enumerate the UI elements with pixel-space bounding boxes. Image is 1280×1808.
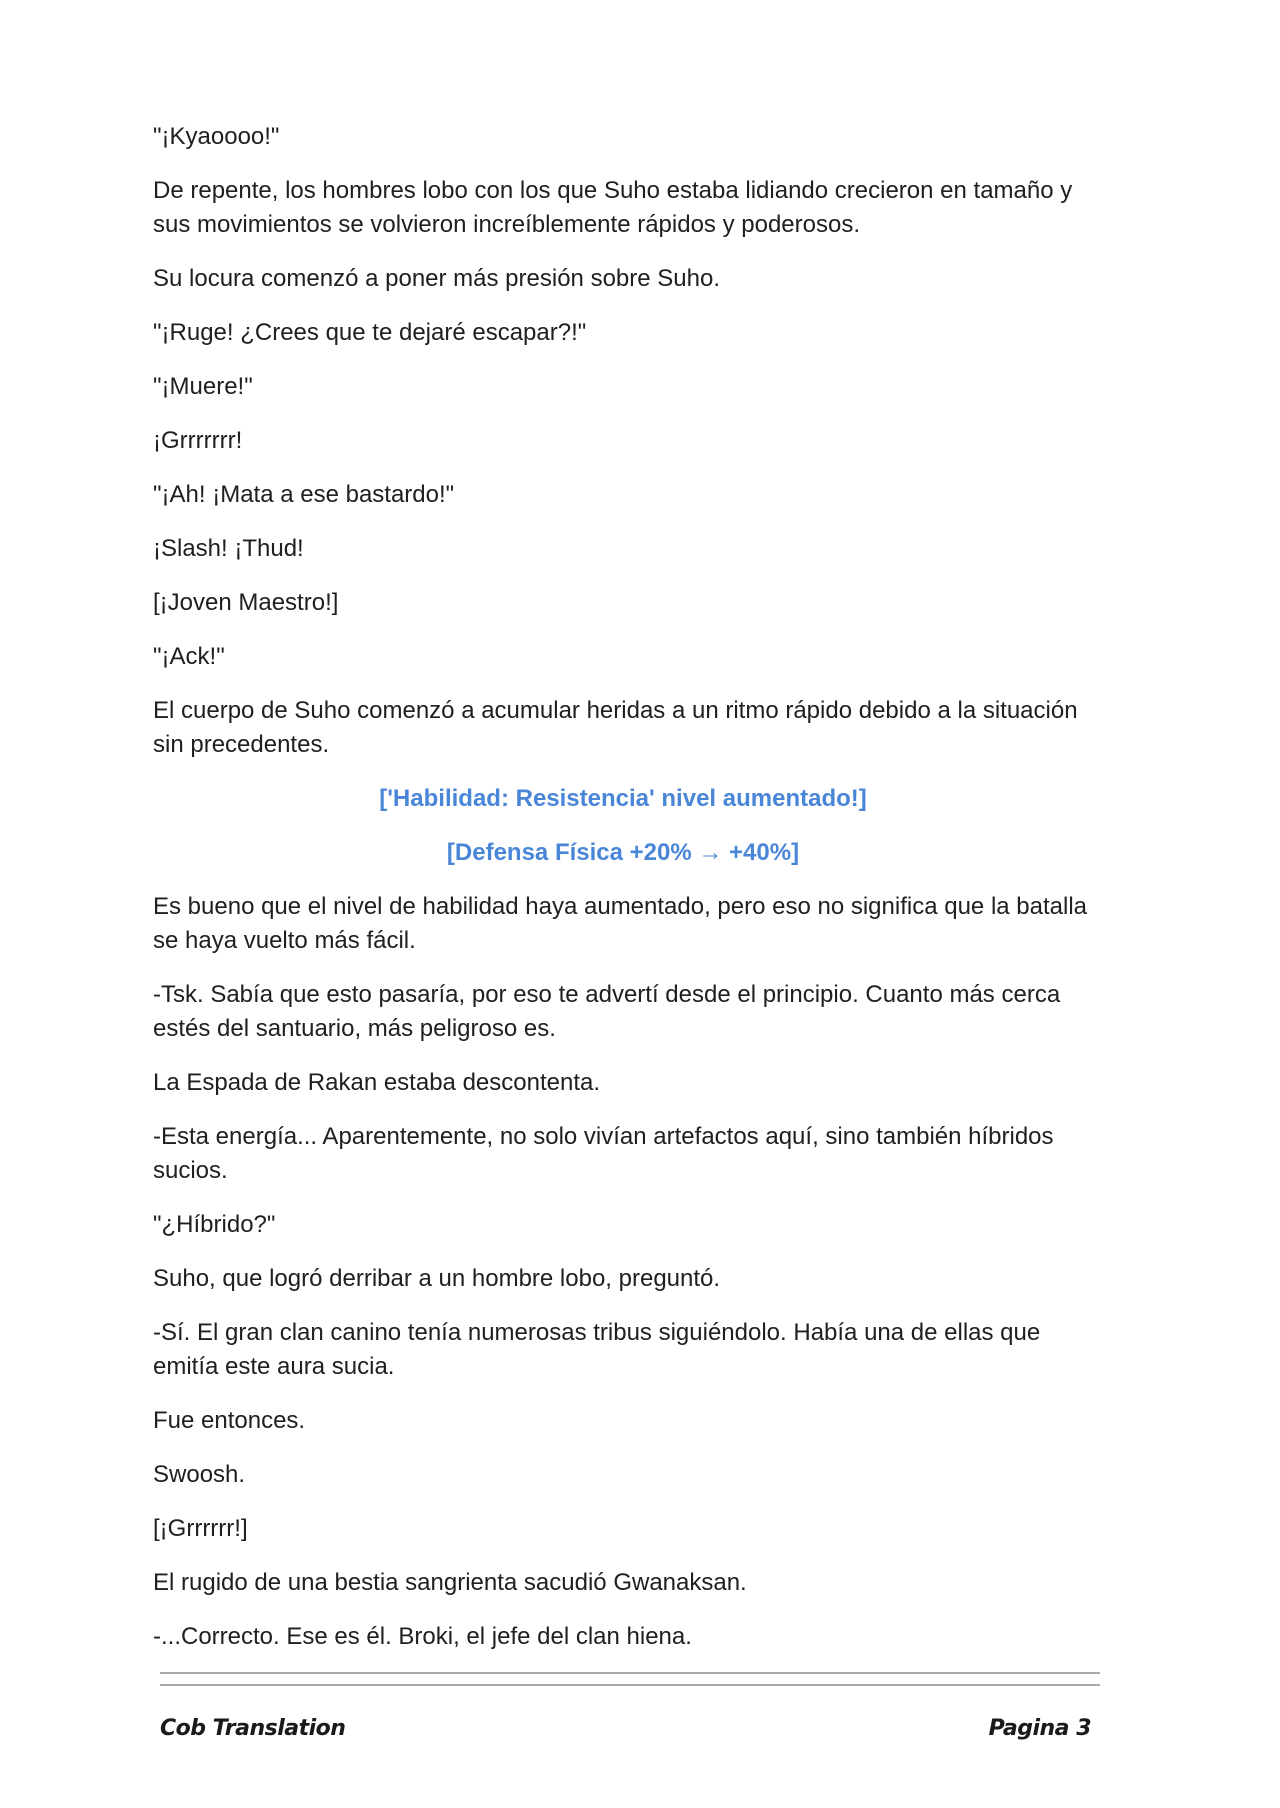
paragraph: La Espada de Rakan estaba descontenta. <box>153 1069 600 1096</box>
paragraph: [¡Joven Maestro!] <box>153 589 339 616</box>
paragraph: "¿Híbrido?" <box>153 1211 276 1238</box>
footer-credit: Cob Translation <box>160 1716 346 1741</box>
paragraph: -...Correcto. Ese es él. Broki, el jefe del clan hiena. <box>153 1623 692 1650</box>
paragraph: ¡Grrrrrrr! <box>153 427 243 454</box>
paragraph: -Esta energía... Aparentemente, no solo vivían artefactos aquí, sino también híbridos sucios. <box>153 1123 1054 1184</box>
paragraph: [¡Grrrrrr!] <box>153 1515 248 1542</box>
paragraph: ¡Slash! ¡Thud! <box>153 535 304 562</box>
paragraph: "¡Muere!" <box>153 373 253 400</box>
paragraph: "¡Ack!" <box>153 643 225 670</box>
paragraph: Swoosh. <box>153 1461 246 1488</box>
paragraph: "¡Ruge! ¿Crees que te dejaré escapar?!" <box>153 319 587 346</box>
paragraph: Es bueno que el nivel de habilidad haya aumentado, pero eso no significa que la batalla se haya vuelto más fácil. <box>153 893 1088 954</box>
paragraph: El cuerpo de Suho comenzó a acumular heridas a un ritmo rápido debido a la situación sin precedentes. <box>153 697 1078 758</box>
system-message: ['Habilidad: Resistencia' nivel aumentado!] <box>379 785 867 812</box>
paragraph: El rugido de una bestia sangrienta sacudió Gwanaksan. <box>153 1569 747 1596</box>
paragraph: Fue entonces. <box>153 1407 306 1434</box>
paragraph: "¡Ah! ¡Mata a ese bastardo!" <box>153 481 455 508</box>
paragraph: -Sí. El gran clan canino tenía numerosas tribus siguiéndolo. Había una de ellas que emitía este aura sucia. <box>153 1319 1041 1380</box>
paragraph: -Tsk. Sabía que esto pasaría, por eso te advertí desde el principio. Cuanto más cerca estés del santuario, más peligroso es. <box>153 981 1061 1042</box>
footer-divider-bottom <box>160 1684 1100 1686</box>
page-number: Pagina 3 <box>988 1716 1091 1741</box>
paragraph: Su locura comenzó a poner más presión sobre Suho. <box>153 265 720 292</box>
paragraph: Suho, que logró derribar a un hombre lobo, preguntó. <box>153 1265 721 1292</box>
document-body <box>153 120 1093 1674</box>
system-message: [Defensa Física +20% → +40%] <box>446 839 800 866</box>
paragraph: "¡Kyaoooo!" <box>153 123 280 150</box>
paragraph: De repente, los hombres lobo con los que Suho estaba lidiando crecieron en tamaño y sus movimientos se volvieron increíblemente rápidos y poderosos. <box>153 177 1073 238</box>
footer-divider-top <box>160 1672 1100 1674</box>
